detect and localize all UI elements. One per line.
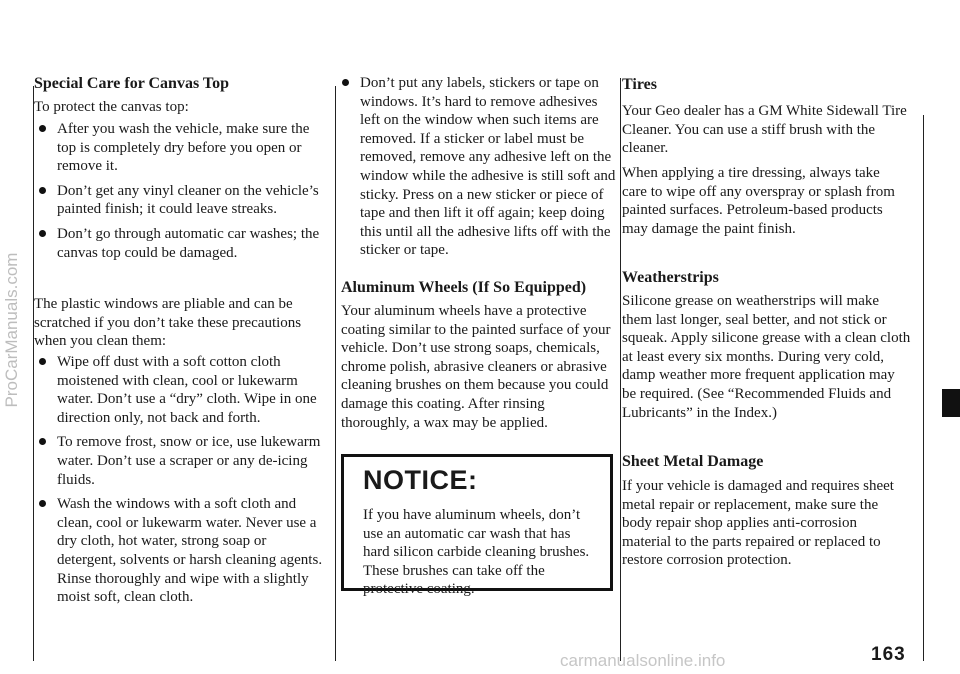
list-item: Wash the windows with a soft cloth and clean, cool or lukewarm water. Never use a dry cloth, hot water, strong soap or detergent, solvents or harsh cleaning agents. Rinse thoroughly and wipe with a slightly moist soft, clean cloth. — [38, 495, 329, 607]
canvas-top-intro: To protect the canvas top: — [34, 99, 189, 115]
canvas-top-heading: Special Care for Canvas Top — [34, 75, 229, 92]
notice-box — [341, 454, 613, 598]
notice-body: If you have aluminum wheels, don’t use an automatic car wash that has hard silicon carbide cleaning brushes. These brushes can take off the protective coating. — [363, 507, 590, 598]
list-item: After you wash the vehicle, make sure the top is completely dry before you open or remove it. — [38, 120, 329, 176]
tires-para-1: Your Geo dealer has a GM White Sidewall Tire Cleaner. You can use a stiff brush with the cleaner. — [622, 103, 907, 157]
aluminum-wheels-para: Your aluminum wheels have a protective coating similar to the painted surface of your vehicle. Don’t use strong soaps, chemicals, chrome polish, abrasive cleaners or abrasive cleaning brushes on them because you could damage this coating. After rinsing thoroughly, a wax may be applied. — [341, 303, 611, 431]
bullet-icon — [39, 438, 46, 445]
list-item: Don’t get any vinyl cleaner on the vehicle’s painted finish; it could leave streaks. — [38, 182, 329, 219]
aluminum-wheels-heading: Aluminum Wheels (If So Equipped) — [341, 279, 587, 296]
stickers-list — [341, 74, 621, 260]
bullet-icon — [39, 358, 46, 365]
sheet-metal-para: If your vehicle is damaged and requires sheet metal repair or replacement, make sure the body repair shop applies anti-corrosion material to the parts repaired or replaced to restore corrosion protection. — [622, 478, 894, 569]
bullet-icon — [342, 79, 349, 86]
list-item: Don’t go through automatic car washes; the canvas top could be damaged. — [38, 225, 329, 262]
weatherstrips-para: Silicone grease on weatherstrips will make them last longer, seal better, and not stick or squeak. Apply silicone grease with a clean cloth at least every six months. During very cold, damp weather more frequent application may be required. (See “Recommended Fluids and Lubricants” in the Index.) — [622, 293, 911, 421]
rule-far-right — [923, 115, 924, 661]
bullet-icon — [39, 500, 46, 507]
weatherstrips-heading: Weatherstrips — [622, 269, 719, 286]
list-item: Don’t put any labels, stickers or tape on windows. It’s hard to remove adhesives left on the window when such items are removed. If a sticker or label must be removed, remove any adhesive left on the window while the adhesive is still soft and sticky. Press on a new sticker or piece of tape and then lift it off again; keep doing this until all the adhesive lifts off with the sticker or tape. — [341, 74, 621, 260]
plastic-windows-list — [38, 353, 329, 607]
watermark-bottom: carmanualsonline.info — [560, 651, 726, 670]
rule-left — [33, 86, 34, 661]
bullet-icon — [39, 187, 46, 194]
sheet-metal-heading: Sheet Metal Damage — [622, 453, 764, 470]
bullet-icon — [39, 125, 46, 132]
list-item: To remove frost, snow or ice, use lukewarm water. Don’t use a scraper or any de-icing fluids. — [38, 433, 329, 489]
tires-heading: Tires — [622, 76, 657, 93]
page-number: 163 — [871, 644, 906, 665]
tires-para-2: When applying a tire dressing, always take care to wipe off any overspray or splash from painted surfaces. Petroleum-based products may damage the paint finish. — [622, 165, 895, 237]
canvas-top-list — [38, 120, 329, 262]
section-tab-marker — [942, 389, 960, 417]
watermark-left: ProCarManuals.com — [2, 252, 21, 408]
rule-middle — [335, 86, 336, 661]
bullet-icon — [39, 230, 46, 237]
list-item: Wipe off dust with a soft cotton cloth moistened with clean, cool or lukewarm water. Don’t use a “dry” cloth. Wipe in one direction only, not back and forth. — [38, 353, 329, 427]
plastic-windows-para: The plastic windows are pliable and can be scratched if you don’t take these precautions when you clean them: — [34, 296, 302, 350]
notice-title: NOTICE: — [363, 465, 478, 495]
